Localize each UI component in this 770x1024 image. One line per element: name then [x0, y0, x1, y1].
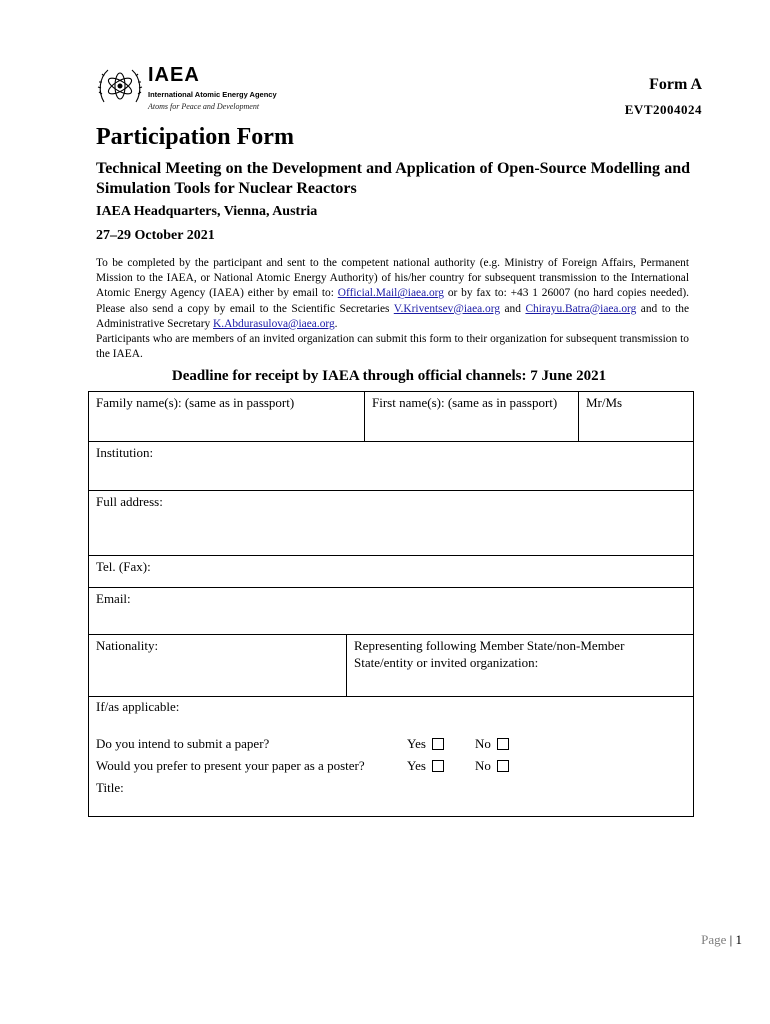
- administrative-secretary-link[interactable]: K.Abdurasulova@iaea.org: [213, 317, 335, 330]
- form-label: Form A: [649, 76, 702, 93]
- paper-question: Do you intend to submit a paper?: [96, 736, 270, 751]
- instructions-text: or by fax to: +43 1 26007 (no hard copies needed). Please also send a copy by email to the Scientific Secretaries: [96, 287, 689, 315]
- iaea-logo: [96, 62, 296, 118]
- instructions-paragraph: [96, 256, 689, 332]
- paper-no-checkbox[interactable]: [497, 738, 509, 750]
- paper-title-label: Title:: [96, 780, 124, 795]
- applicable-section: [89, 697, 693, 816]
- logo-tagline: Atoms for Peace and Development: [148, 102, 260, 111]
- official-mail-link[interactable]: Official.Mail@iaea.org: [337, 287, 444, 300]
- representing-field[interactable]: [346, 635, 693, 696]
- reference-code: EVT2004024: [624, 102, 702, 117]
- instructions-text: .: [334, 317, 338, 330]
- meeting-dates: 27–29 October 2021: [96, 228, 215, 243]
- meeting-venue: IAEA Headquarters, Vienna, Austria: [96, 204, 318, 219]
- address-field[interactable]: [89, 491, 693, 555]
- iaea-emblem-icon: [96, 62, 144, 110]
- paper-yes-checkbox[interactable]: [432, 738, 444, 750]
- instructions-text: and: [500, 302, 526, 315]
- participation-form-table: [88, 391, 694, 817]
- page-title: Participation Form: [96, 124, 294, 150]
- instructions-text: To be completed by the participant and sent to the competent national authority (e.g. Ministry of Foreign Affairs, Permanent Mission to the IAEA, or National Atomic Energy Authority) of his/her country for subsequent transmission to the International Atomic Energy Agency (IAEA) either by email to:: [96, 257, 689, 300]
- poster-yes-checkbox[interactable]: [432, 760, 444, 772]
- tel-row: [89, 556, 693, 588]
- tel-field[interactable]: [89, 556, 693, 587]
- invited-organization-note: Participants who are members of an invited organization can submit this form to their organization for subsequent transmission to the IAEA.: [96, 333, 689, 361]
- paper-no-option[interactable]: [475, 736, 509, 752]
- address-label: Full address:: [96, 494, 163, 509]
- page-label: Page: [701, 932, 727, 947]
- paper-no-label: No: [475, 736, 491, 751]
- poster-no-option[interactable]: [475, 758, 509, 774]
- paper-title-field[interactable]: [96, 780, 124, 796]
- poster-question: Would you prefer to present your paper as a poster?: [96, 758, 365, 773]
- if-applicable-label: If/as applicable:: [96, 699, 180, 714]
- nationality-row: [89, 635, 693, 697]
- scientific-secretary-1-link[interactable]: V.Kriventsev@iaea.org: [393, 302, 501, 315]
- page-footer: [701, 932, 742, 948]
- title-prefix-label: Mr/Ms: [586, 395, 623, 410]
- email-label: Email:: [96, 591, 131, 606]
- nationality-field[interactable]: [89, 635, 346, 696]
- page-number: 1: [735, 932, 742, 947]
- poster-no-label: No: [475, 758, 491, 773]
- poster-yes-option[interactable]: [407, 758, 444, 774]
- poster-no-checkbox[interactable]: [497, 760, 509, 772]
- logo-full-name: International Atomic Energy Agency: [148, 90, 277, 99]
- representing-label: Representing following Member State/non-Member State/entity or invited organization:: [354, 638, 625, 670]
- institution-row: [89, 442, 693, 491]
- title-prefix-field[interactable]: [578, 392, 693, 441]
- logo-name: IAEA: [148, 64, 200, 86]
- meeting-title: Technical Meeting on the Development and Application of Open-Source Modelling and Simulation Tools for Nuclear Reactors: [96, 160, 690, 197]
- deadline-notice: Deadline for receipt by IAEA through official channels: 7 June 2021: [171, 368, 607, 384]
- family-name-label: Family name(s): (same as in passport): [96, 395, 295, 410]
- name-row: [89, 392, 693, 442]
- page-separator: |: [729, 932, 733, 947]
- poster-yes-label: Yes: [407, 758, 426, 773]
- tel-label: Tel. (Fax):: [96, 559, 151, 574]
- paper-yes-label: Yes: [407, 736, 426, 751]
- institution-label: Institution:: [96, 445, 154, 460]
- first-name-label: First name(s): (same as in passport): [372, 395, 558, 410]
- paper-yes-option[interactable]: [407, 736, 444, 752]
- email-field[interactable]: [89, 588, 693, 634]
- nationality-label: Nationality:: [96, 638, 159, 653]
- address-row: [89, 491, 693, 556]
- first-name-field[interactable]: [364, 392, 578, 441]
- scientific-secretary-2-link[interactable]: Chirayu.Batra@iaea.org: [525, 302, 637, 315]
- email-row: [89, 588, 693, 635]
- family-name-field[interactable]: [89, 392, 364, 441]
- instructions-text: and to the Administrative Secretary: [96, 302, 689, 330]
- institution-field[interactable]: [89, 442, 693, 490]
